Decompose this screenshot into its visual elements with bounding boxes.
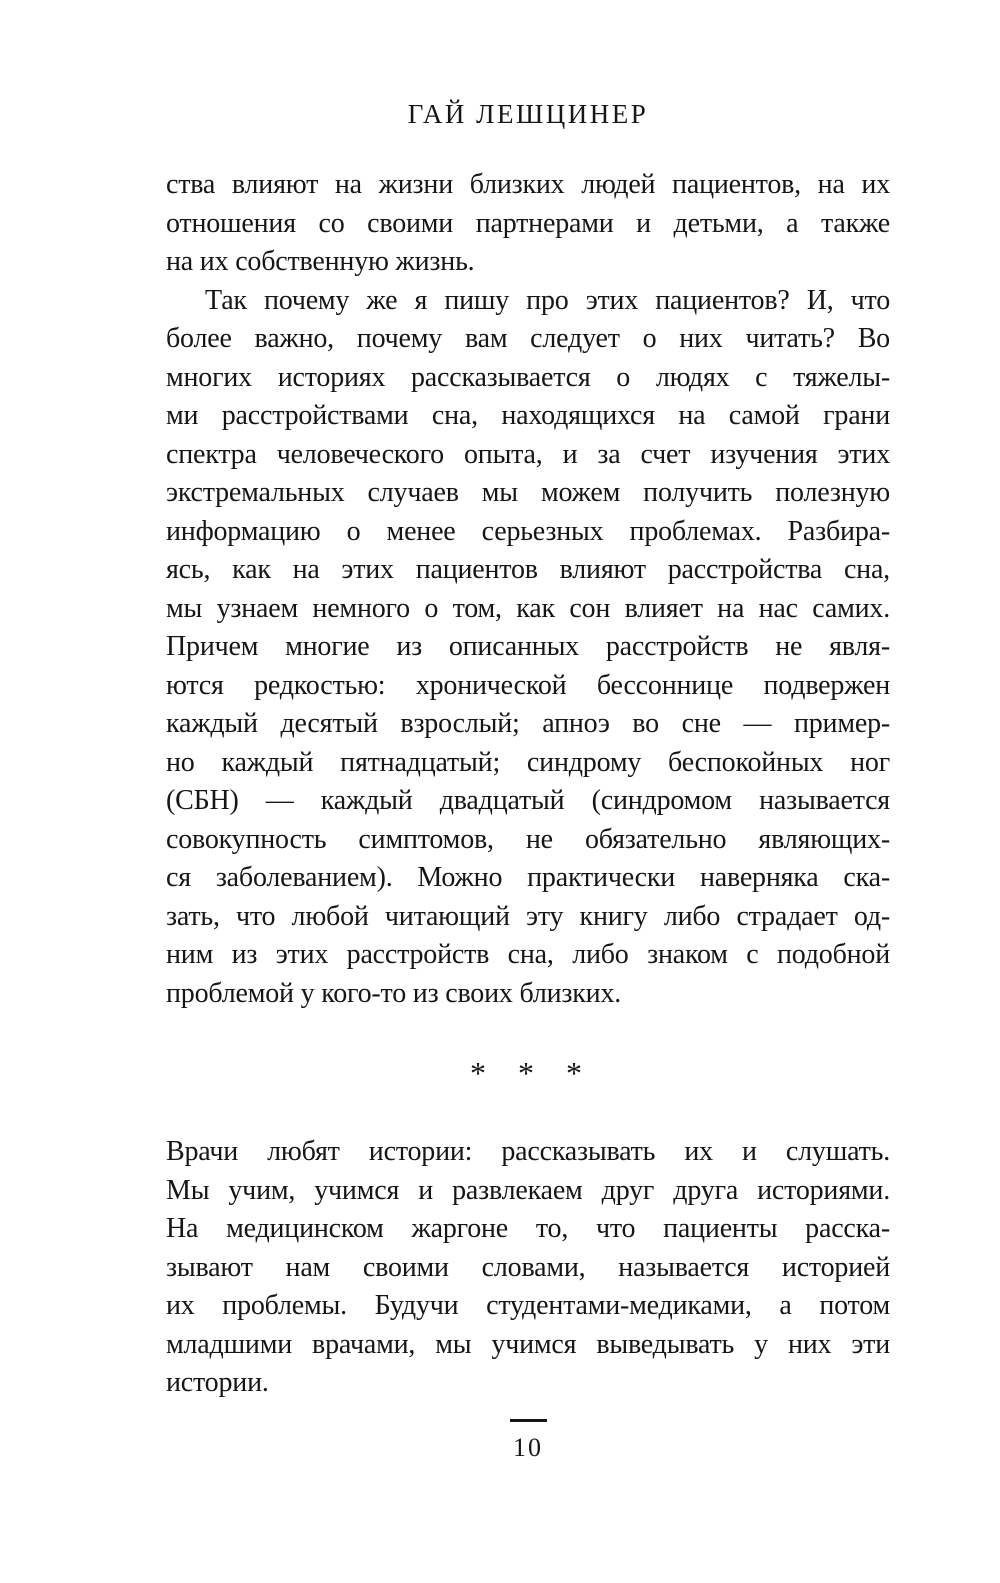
text-line: ются редкостью: хронической бессоннице подвержен: [166, 669, 890, 701]
text-line: Причем многие из описанных расстройств не явля-: [166, 631, 890, 662]
text-line: совокупность симптомов, не обязательно являющих-: [166, 823, 890, 855]
text-line: Так почему же я пишу про этих пациентов? И, что: [205, 284, 890, 316]
text-line: на их собственную жизнь.: [166, 246, 475, 277]
paragraph: [166, 1133, 890, 1403]
text-line: (СБН) — каждый двадцатый (синдромом называется: [166, 785, 890, 816]
text-line: На медицинском жаргоне то, что пациенты расска-: [166, 1213, 890, 1244]
text-line: проблемой у кого-то из своих близких.: [166, 977, 622, 1009]
text-line: многих историях рассказывается о людях с тяжелы-: [166, 361, 890, 393]
page-number: 10: [513, 1432, 543, 1462]
text-line: спектра человеческого опыта, и за счет изучения этих: [166, 438, 890, 470]
paragraph: [166, 282, 890, 1014]
text-line: Мы учим, учимся и развлекаем друг друга историями.: [166, 1174, 890, 1206]
text-line: младшими врачами, мы учимся выведывать у них эти: [166, 1328, 890, 1360]
footer-rule: [510, 1419, 547, 1422]
page-footer: [166, 1419, 890, 1463]
text-line: но каждый пятнадцатый; синдрому беспокойных ног: [166, 746, 890, 778]
text-line: ним из этих расстройств сна, либо знаком с подобной: [166, 939, 890, 970]
text-line: информацию о менее серьезных проблемах. Разбира-: [166, 515, 890, 547]
text-line: зывают нам своими словами, называется историей: [166, 1251, 890, 1283]
text-block: [166, 166, 890, 1403]
text-line: их проблемы. Будучи студентами-медиками, а потом: [166, 1290, 890, 1321]
text-line: истории.: [166, 1367, 269, 1398]
text-line: зать, что любой читающий эту книгу либо страдает од-: [166, 900, 890, 932]
text-line: мы узнаем немного о том, как сон влияет на нас самих.: [166, 592, 890, 624]
text-line: экстремальных случаев мы можем получить полезную: [166, 477, 890, 508]
running-head: ГАЙ ЛЕШЦИНЕР: [407, 99, 649, 129]
text-line: Врачи любят истории: рассказывать их и слушать.: [166, 1136, 890, 1167]
text-line: ся заболеванием). Можно практически наверняка ска-: [166, 862, 890, 893]
text-line: ми расстройствами сна, находящихся на самой грани: [166, 400, 890, 431]
section-separator: * * *: [470, 1054, 586, 1091]
text-line: отношения со своими партнерами и детьми, а также: [166, 207, 890, 239]
text-line: ясь, как на этих пациентов влияют расстройства сна,: [166, 554, 890, 585]
text-line: более важно, почему вам следует о них читать? Во: [166, 323, 890, 354]
text-line: каждый десятый взрослый; апноэ во сне — пример-: [166, 708, 890, 739]
paragraph: [166, 166, 890, 282]
text-line: ства влияют на жизни близких людей пациентов, на их: [166, 169, 890, 200]
